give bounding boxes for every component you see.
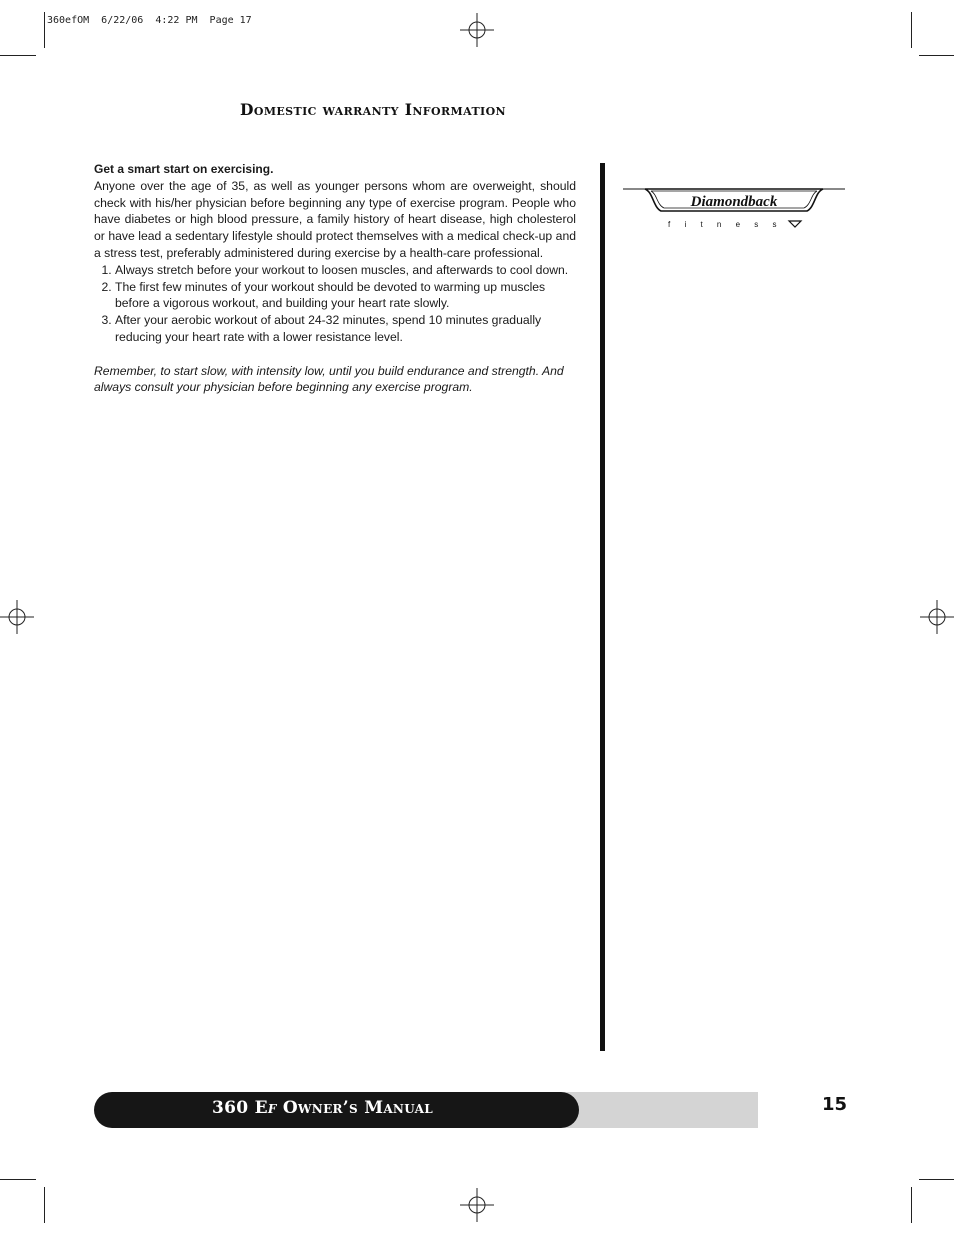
steps-list (94, 262, 576, 346)
footer-bar-gray (560, 1092, 758, 1128)
footer-title-text: Owner’s Manual (276, 1098, 433, 1118)
reminder-note: Remember, to start slow, with intensity low, until you build endurance and strength. And always consult your physician before beginning any exercise program. (94, 363, 564, 395)
registration-mark-icon (0, 600, 34, 634)
registration-mark-icon (460, 1188, 494, 1222)
crop-mark (44, 12, 45, 48)
main-content (94, 161, 576, 396)
crop-mark (44, 1187, 45, 1223)
crop-mark (0, 55, 36, 56)
list-item: 2. The first few minutes of your workout should be devoted to warming up muscles before a vigorous workout, and building your heart rate slowly. (115, 279, 576, 313)
section-subheading: Get a smart start on exercising. (94, 162, 274, 176)
footer-bar (94, 1092, 579, 1128)
crop-mark (919, 1179, 954, 1180)
registration-mark-icon (460, 13, 494, 47)
logo-brand-text: Diamondback (690, 194, 778, 210)
crop-mark (0, 1179, 36, 1180)
crop-mark (911, 12, 912, 48)
registration-mark-icon (920, 600, 954, 634)
print-slug: 360efOM 6/22/06 4:22 PM Page 17 (47, 15, 252, 26)
page-number: 15 (822, 1094, 848, 1115)
column-divider (600, 163, 605, 1051)
footer-manual-title (212, 1098, 433, 1118)
page-heading: Domestic warranty Information (240, 100, 507, 119)
intro-paragraph: Anyone over the age of 35, as well as younger persons whom are overweight, should check with his/her physician before beginning any type of exercise program. People who have diabetes or high blood pressure, a family history of heart disease, high cholesterol or have lead a sedentary lifestyle should protect themselves with a medical check-up and a stress test, preferably administered during exercise by a health-care professional. (94, 178, 576, 260)
logo-tagline-text: f i t n e s s (668, 220, 783, 229)
list-item: 3. After your aerobic workout of about 24-32 minutes, spend 10 minutes gradually reducing your heart rate with a lower resistance level. (115, 312, 576, 346)
diamondback-logo (623, 183, 845, 231)
crop-mark (919, 55, 954, 56)
footer-title-model: 360 E (212, 1098, 268, 1118)
footer-title-model-suffix: f (267, 1098, 277, 1118)
crop-mark (911, 1187, 912, 1223)
list-item: 1. Always stretch before your workout to loosen muscles, and afterwards to cool down. (115, 262, 576, 279)
